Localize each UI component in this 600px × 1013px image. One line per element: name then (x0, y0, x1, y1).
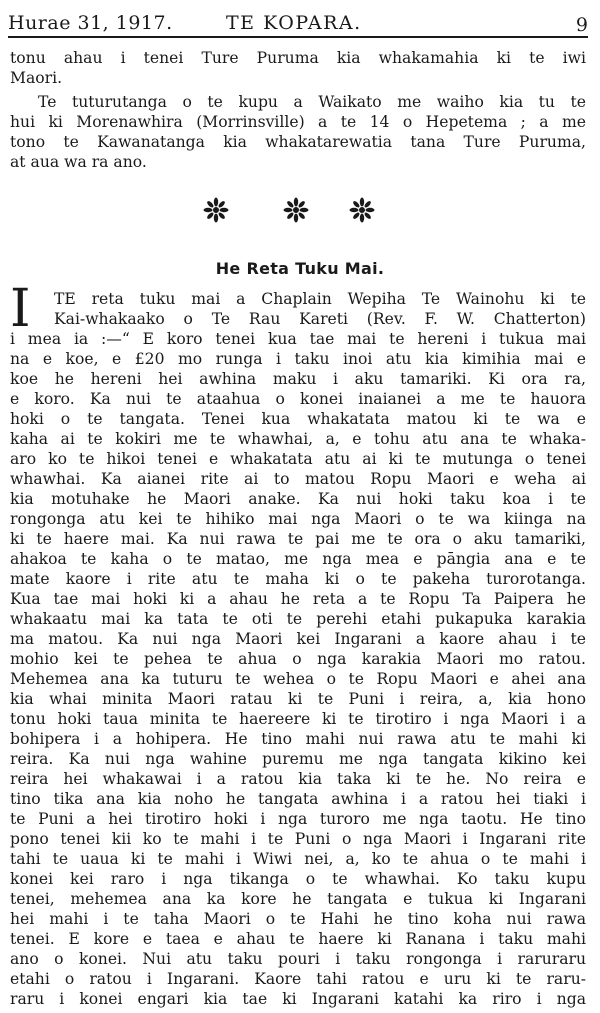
text-line: bohipera i a hohipera. He tino mahi nui rawa atu te mahi ki (10, 730, 586, 748)
text-line: whawhai. Ka aianei rite ai to matou Ropu Maori e weha ai (10, 470, 586, 488)
ornament-row (0, 197, 600, 223)
text-line: tonu hoki taua minita te haereere ki te tirotiro i nga Maori i a (10, 710, 586, 728)
newspaper-title: TE KOPARA. (226, 12, 362, 34)
text-line: at aua wa ra ano. (10, 153, 147, 171)
text-line: tenei, mehemea ana ka kore he tangata e tukua ki Ingarani (10, 890, 586, 908)
text-line: aro ko te hikoi tenei e whakatata atu ai ki te mutunga o tenei (10, 450, 586, 468)
page-number: 9 (575, 14, 588, 36)
letter-body (10, 329, 586, 1009)
text-line: tono te Kawanatanga kia whakatarewatia tana Ture Puruma, (10, 133, 586, 151)
text-line: raru i konei engari kia tae ki Ingarani katahi ka riro i nga (10, 990, 586, 1008)
text-line: etahi o ratou i Ingarani. Kaore tahi ratou e uru ki te raru- (10, 970, 586, 988)
text-line: konei kei raro i nga tikanga o te whawhai. Ko taku kupu (10, 870, 586, 888)
flower-ornament-icon (283, 197, 309, 223)
text-line: mohio kei te pehea te ahua o nga karakia Maori mo ratou. (10, 650, 586, 668)
text-line: reira hei whakawai i a ratou kia taka ki te he. No reira e (10, 770, 586, 788)
text-line: i mea ia :—“ E koro tenei kua tae mai te hereni i tukua mai (10, 330, 586, 348)
text-line: reira. Ka nui nga wahine puremu me nga tangata kikino kei (10, 750, 586, 768)
text-line: hei mahi i te taha Maori o te Hahi he tino koha nui rawa (10, 910, 586, 928)
flower-ornament-icon (349, 197, 375, 223)
text-line: tenei. E kore e taea e ahau te haere ki Ranana i taku mahi (10, 930, 586, 948)
text-line: Kua tae mai hoki ki a ahau he reta a te Ropu Ta Paipera he (10, 590, 586, 608)
text-line: hoki o te tangata. Tenei kua whakatata matou ki te wa e (10, 410, 586, 428)
text-line: ano o konei. Nui atu taku pouri i taku rongonga i raruraru (10, 950, 586, 968)
text-line: koe he hereni hei awhina maku i aku tamariki. Ki ora ra, (10, 370, 586, 388)
text-line: te Puni a hei tirotiro hoki i nga turoro me nga taotu. He tino (10, 810, 586, 828)
text-line: ahakoa te kaha o te matao, me nga mea e pāngia ana e te (10, 550, 586, 568)
section-heading: He Reta Tuku Mai. (215, 259, 385, 278)
text-line: kaha ai te kokiri me te whawhai, a, e tohu atu ana te whaka- (10, 430, 586, 448)
running-header (8, 6, 588, 38)
text-line: TE reta tuku mai a Chaplain Wepiha Te Wainohu ki te (54, 290, 586, 308)
text-line: na e koe, e £20 mo runga i taku inoi atu kia kimihia mai e (10, 350, 586, 368)
text-line: Mehemea ana ka tuturu te wehea o te Ropu Maori e ahei ana (10, 670, 586, 688)
text-line: e koro. Ka nui te ataahua o konei inaianei a me te hauora (10, 390, 586, 408)
text-line: pono tenei kii ko te mahi i te Puni o nga Maori i Ingarani rite (10, 830, 586, 848)
text-line: tonu ahau i tenei Ture Puruma kia whakamahia ki te iwi (10, 49, 586, 67)
drop-cap: I (10, 279, 31, 339)
issue-date: Hurae 31, 1917. (8, 12, 173, 34)
text-line: kia whai minita Maori ratau ki te Puni i reira, a, kia hono (10, 690, 586, 708)
intro-paragraph (10, 48, 586, 88)
text-line: tino tika ana kia noho he tangata awhina i a ratou hei tiaki i (10, 790, 586, 808)
resolution-paragraph (10, 92, 586, 172)
text-line: tahi te uaua ki te mahi i Wiwi nei, a, ko te ahua o te mahi i (10, 850, 586, 868)
text-line: kia motuhake he Maori anake. Ka nui hoki taku koa i te (10, 490, 586, 508)
text-line: ki te haere mai. Ka nui rawa te pai me te ora o aku tamariki, (10, 530, 586, 548)
text-line: Kai-whakaako o Te Rau Kareti (Rev. F. W. Chatterton) (54, 310, 586, 328)
letter-article (10, 279, 586, 1009)
text-line: whakaatu mai ka tata te oti te perehi etahi pukapuka karakia (10, 610, 586, 628)
text-line: ma matou. Ka nui nga Maori kei Ingarani a kaore ahau i te (10, 630, 586, 648)
text-line: Maori. (10, 69, 63, 87)
text-line: Te tuturutanga o te kupu a Waikato me waiho kia tu te (38, 93, 586, 111)
text-line: rongonga atu kei te hihiko mai nga Maori o te wa kiinga na (10, 510, 586, 528)
flower-ornament-icon (203, 197, 229, 223)
text-line: mate kaore i rite atu te maha ki o te pakeha turorotanga. (10, 570, 586, 588)
text-line: hui ki Morenawhira (Morrinsville) a te 14 o Hepetema ; a me (10, 113, 586, 131)
